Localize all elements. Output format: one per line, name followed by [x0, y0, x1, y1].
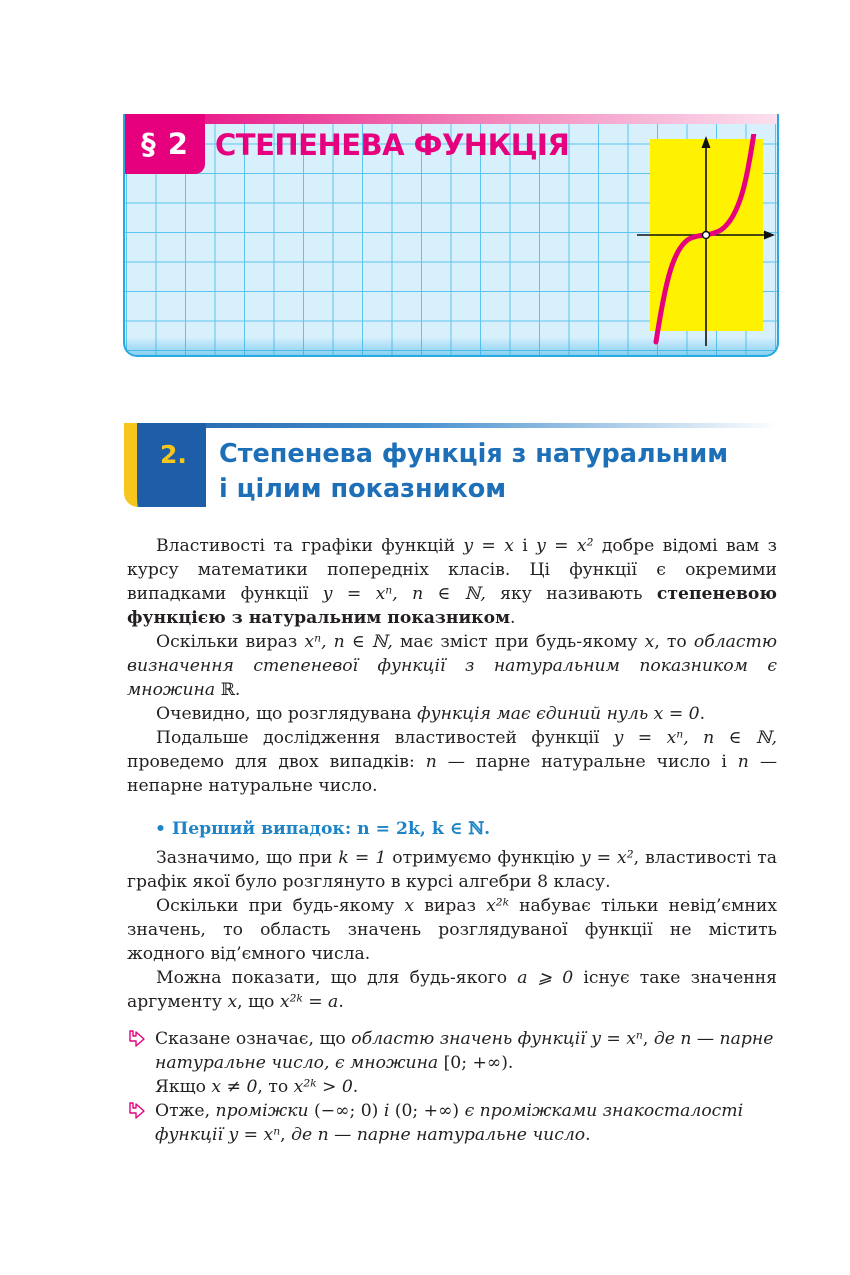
- graph-x-arrow: [764, 231, 775, 240]
- section-number: 2.: [160, 440, 187, 469]
- pointer-hand-icon: [127, 1029, 147, 1049]
- paragraph-badge: § 2: [125, 114, 205, 174]
- paragraph-6: Оскільки при будь-якому x вираз x²ᵏ набуває тільки невід’ємних значень, то область значень розглядуваної функції не містить жодного від’ємного числа.: [127, 896, 778, 964]
- banner-top-stripe: [125, 114, 777, 124]
- pointer-hand-icon: [127, 1101, 147, 1121]
- note-2: [127, 1099, 777, 1147]
- paragraph-2: Оскільки вираз xⁿ, n ∈ ℕ, має зміст при будь-якому x, то областю визначення степеневої функції з натуральним показником є множина ℝ.: [127, 632, 777, 700]
- section-top-line: [124, 423, 780, 428]
- chapter-banner: [123, 114, 779, 357]
- body-text-block-2: [127, 846, 777, 1014]
- chapter-title: СТЕПЕНЕВА ФУНКЦІЯ: [215, 128, 570, 162]
- section-title-line2: і цілим показником: [219, 474, 507, 504]
- paragraph-1: Властивості та графіки функцій y = x і y = x² добре відомі вам з курсу математики попередніх класів. Ці функції є окремими випадками функції y = xⁿ, n ∈ ℕ, яку називають степеневою функцією з натуральним показником.: [127, 536, 778, 628]
- paragraph-5: Зазначимо, що при k = 1 отримуємо функцію y = x², властивості та графік якої було розглянуто в курсі алгебри 8 класу.: [127, 848, 778, 892]
- section-title-line1: Степенева функція з натуральним: [219, 439, 729, 469]
- section-title: [219, 437, 728, 507]
- graph-origin-point: [703, 232, 710, 239]
- note-2-text: Отже, проміжки (−∞; 0) і (0; +∞) є проміжками знакосталості функції y = xⁿ, де n — парне натуральне число.: [155, 1101, 744, 1145]
- paragraph-7: Можна показати, що для будь-якого a ⩾ 0 існує таке значення аргументу x, що x²ᵏ = a.: [127, 968, 777, 1012]
- cubic-graph-icon: [633, 134, 778, 352]
- note-1-text: Сказане означає, що областю значень функції y = xⁿ, де n — парне натуральне число, є множина [0; +∞). Якщо x ≠ 0, то x²ᵏ > 0.: [155, 1029, 774, 1097]
- note-1: [127, 1027, 777, 1099]
- case-heading: • Перший випадок: n = 2k, k ∈ ℕ.: [155, 819, 491, 839]
- paragraph-3: Очевидно, що розглядувана функція має єдиний нуль x = 0.: [156, 704, 706, 724]
- paragraph-4: Подальше дослідження властивостей функції y = xⁿ, n ∈ ℕ, проведемо для двох випадків: n — парне натуральне число і n — непарне натуральне число.: [127, 728, 778, 796]
- body-text-block-1: [127, 534, 777, 798]
